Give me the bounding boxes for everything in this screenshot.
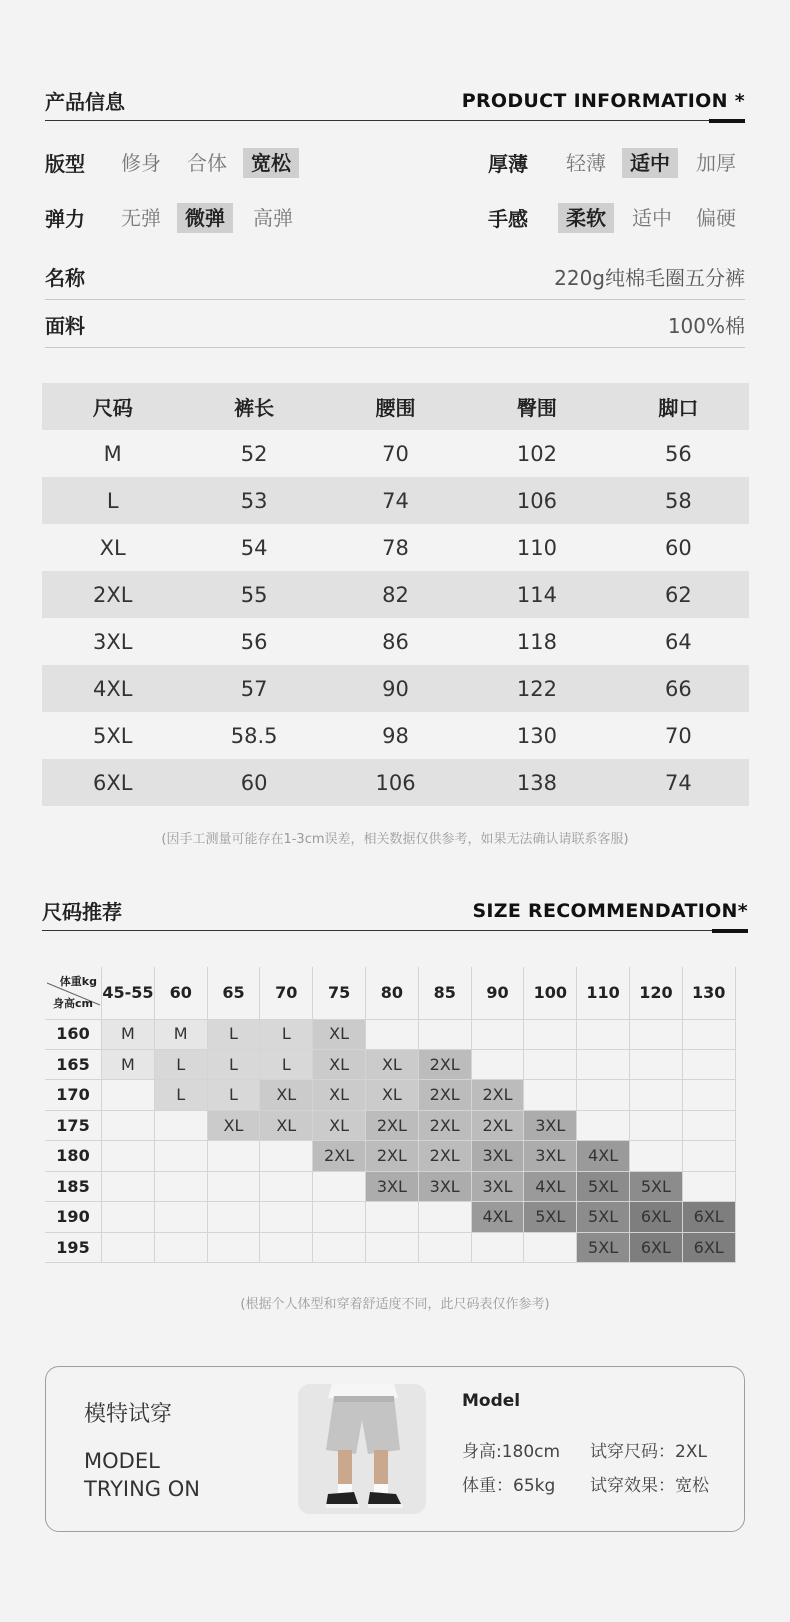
- size-table-row: [42, 524, 749, 571]
- weight-header: 130: [683, 967, 736, 1019]
- size-rec-cell: 6XL: [630, 1233, 683, 1264]
- name-value: 220g纯棉毛圈五分裤: [554, 266, 745, 290]
- fit-option-regular: 合体: [187, 151, 227, 175]
- size-table-header-cell: 脚口: [658, 396, 699, 420]
- fit-label: 版型: [45, 152, 85, 176]
- size-table-cell: 52: [240, 441, 268, 466]
- size-rec-cell: [683, 1172, 736, 1203]
- size-table-cell: 70: [382, 441, 409, 466]
- size-rec-cell: XL: [260, 1080, 313, 1111]
- size-rec-title-en: SIZE RECOMMENDATION*: [472, 900, 748, 922]
- size-rec-cell: [524, 1080, 577, 1111]
- size-rec-cell: [419, 1202, 472, 1233]
- size-rec-cell: [419, 1019, 472, 1050]
- size-table-header-cell: 尺码: [92, 396, 133, 420]
- weight-header: 80: [366, 967, 419, 1019]
- size-table-cell: 90: [382, 676, 409, 701]
- size-table-cell: 138: [516, 770, 557, 795]
- size-rec-cell: 3XL: [366, 1172, 419, 1203]
- size-rec-title-cn: 尺码推荐: [42, 900, 122, 924]
- size-rec-cell: 3XL: [472, 1172, 525, 1203]
- size-rec-cell: [630, 1019, 683, 1050]
- size-table-cell: 5XL: [92, 723, 133, 748]
- accent-bar: [709, 119, 745, 123]
- weight-header: 110: [577, 967, 630, 1019]
- fabric-value: 100%棉: [667, 314, 745, 338]
- size-table: [42, 383, 749, 806]
- size-rec-cell: [102, 1111, 155, 1142]
- size-rec-cell: [472, 1019, 525, 1050]
- size-rec-cell: XL: [313, 1019, 366, 1050]
- model-size: 试穿尺码：2XL: [590, 1442, 707, 1462]
- size-rec-cell: [577, 1111, 630, 1142]
- size-rec-cell: L: [260, 1019, 313, 1050]
- size-rec-cell: 6XL: [683, 1202, 736, 1233]
- size-rec-cell: [155, 1111, 208, 1142]
- size-table-cell: 102: [516, 441, 557, 466]
- height-label: 160: [45, 1019, 102, 1050]
- size-rec-cell: [208, 1202, 261, 1233]
- height-label: 175: [45, 1111, 102, 1142]
- height-label: 195: [45, 1233, 102, 1264]
- size-rec-cell: 4XL: [577, 1141, 630, 1172]
- size-table-cell: 64: [664, 629, 692, 654]
- size-rec-cell: XL: [366, 1050, 419, 1081]
- size-rec-cell: [419, 1233, 472, 1264]
- height-label: 190: [45, 1202, 102, 1233]
- size-rec-cell: [366, 1202, 419, 1233]
- height-label: 170: [45, 1080, 102, 1111]
- product-info-title-cn: 产品信息: [45, 90, 125, 114]
- size-rec-cell: [313, 1172, 366, 1203]
- weight-header: 120: [630, 967, 683, 1019]
- size-rec-cell: [155, 1202, 208, 1233]
- thickness-option-thin: 轻薄: [566, 151, 606, 175]
- size-rec-cell: 3XL: [524, 1111, 577, 1142]
- size-rec-cell: [260, 1141, 313, 1172]
- size-table-cell: 110: [516, 535, 557, 560]
- size-rec-cell: XL: [208, 1111, 261, 1142]
- name-label: 名称: [45, 266, 85, 290]
- model-heading: Model: [462, 1391, 521, 1411]
- size-rec-cell: [155, 1141, 208, 1172]
- size-table-cell: 78: [382, 535, 409, 560]
- size-rec-cell: L: [208, 1019, 261, 1050]
- model-photo: [298, 1384, 426, 1514]
- size-table-cell: 74: [664, 770, 692, 795]
- size-table-note: (因手工测量可能存在1-3cm误差，相关数据仅供参考，如果无法确认请联系客服): [161, 832, 629, 847]
- size-table-cell: 2XL: [92, 582, 133, 607]
- size-rec-cell: L: [208, 1050, 261, 1081]
- size-table-cell: 66: [664, 676, 692, 701]
- weight-header: 45-55: [102, 967, 155, 1019]
- size-table-cell: 106: [375, 770, 416, 795]
- size-table-cell: 118: [516, 629, 557, 654]
- grid-top-border: [45, 1019, 736, 1020]
- size-table-cell: 56: [240, 629, 268, 654]
- size-rec-cell: [208, 1172, 261, 1203]
- size-rec-cell: 2XL: [366, 1111, 419, 1142]
- corner-weight-label: 体重kg: [59, 975, 97, 988]
- size-rec-cell: 6XL: [630, 1202, 683, 1233]
- size-table-cell: 60: [240, 770, 268, 795]
- size-table-cell: 4XL: [92, 676, 133, 701]
- weight-header: 60: [155, 967, 208, 1019]
- model-card: [45, 1366, 745, 1532]
- size-table-row: [42, 759, 749, 806]
- size-table-cell: 55: [240, 582, 268, 607]
- size-rec-cell: [102, 1202, 155, 1233]
- size-rec-note: (根据个人体型和穿着舒适度不同，此尺码表仅作参考): [240, 1297, 550, 1312]
- size-rec-cell: [102, 1172, 155, 1203]
- size-rec-cell: [366, 1019, 419, 1050]
- fabric-label: 面料: [45, 314, 85, 338]
- size-rec-cell: [366, 1233, 419, 1264]
- size-rec-cell: [155, 1233, 208, 1264]
- model-weight: 体重：65kg: [462, 1476, 556, 1496]
- size-rec-cell: 3XL: [419, 1172, 472, 1203]
- size-rec-cell: [102, 1080, 155, 1111]
- fabric-row: [45, 302, 745, 348]
- size-rec-cell: [577, 1050, 630, 1081]
- model-effect: 试穿效果：宽松: [590, 1476, 709, 1496]
- size-table-cell: 62: [664, 582, 692, 607]
- hand-feel-option-medium: 适中: [632, 206, 672, 230]
- model-title-cn: 模特试穿: [84, 1402, 173, 1427]
- product-info-title-en: PRODUCT INFORMATION *: [461, 90, 745, 112]
- size-rec-cell: [208, 1141, 261, 1172]
- size-rec-cell: [683, 1111, 736, 1142]
- size-rec-cell: M: [102, 1019, 155, 1050]
- size-table-cell: 58: [664, 488, 692, 513]
- product-info-header: [45, 86, 745, 126]
- size-table-cell: XL: [99, 535, 126, 560]
- size-rec-cell: 2XL: [419, 1141, 472, 1172]
- size-rec-cell: 5XL: [630, 1172, 683, 1203]
- size-rec-cell: L: [208, 1080, 261, 1111]
- size-rec-cell: 2XL: [419, 1050, 472, 1081]
- size-rec-cell: 2XL: [472, 1111, 525, 1142]
- size-rec-cell: [577, 1080, 630, 1111]
- size-rec-header: [42, 896, 748, 936]
- size-rec-cell: 4XL: [524, 1172, 577, 1203]
- size-rec-cell: XL: [313, 1080, 366, 1111]
- size-table-cell: 60: [664, 535, 692, 560]
- size-rec-cell: XL: [313, 1050, 366, 1081]
- size-rec-cell: XL: [260, 1111, 313, 1142]
- size-table-cell: 106: [516, 488, 557, 513]
- model-title-en: MODEL TRYING ON: [84, 1449, 200, 1501]
- size-rec-cell: [630, 1080, 683, 1111]
- height-label: 180: [45, 1141, 102, 1172]
- weight-header: 85: [419, 967, 472, 1019]
- size-table-cell: 86: [382, 629, 409, 654]
- size-table-cell: 6XL: [92, 770, 133, 795]
- size-rec-cell: [313, 1202, 366, 1233]
- size-rec-cell: [524, 1233, 577, 1264]
- size-rec-cell: [260, 1172, 313, 1203]
- size-rec-cell: 2XL: [366, 1141, 419, 1172]
- size-table-header-cell: 腰围: [375, 396, 416, 420]
- size-table-cell: 58.5: [230, 723, 278, 748]
- size-rec-cell: [630, 1111, 683, 1142]
- size-rec-cell: [630, 1141, 683, 1172]
- size-table-cell: 98: [382, 723, 409, 748]
- size-table-cell: L: [106, 488, 119, 513]
- weight-header: 100: [524, 967, 577, 1019]
- size-rec-cell: 2XL: [419, 1080, 472, 1111]
- weight-header: 65: [208, 967, 261, 1019]
- size-table-header-cell: 臀围: [516, 396, 557, 420]
- size-rec-cell: [102, 1233, 155, 1264]
- weight-header: 75: [313, 967, 366, 1019]
- divider: [45, 120, 745, 121]
- name-row: [45, 254, 745, 300]
- size-rec-cell: M: [102, 1050, 155, 1081]
- weight-header: 70: [260, 967, 313, 1019]
- size-rec-cell: L: [155, 1080, 208, 1111]
- size-rec-cell: 5XL: [577, 1202, 630, 1233]
- size-table-row: [42, 665, 749, 712]
- divider: [42, 930, 748, 931]
- size-rec-cell: XL: [313, 1111, 366, 1142]
- fit-option-slim: 修身: [121, 151, 161, 175]
- size-rec-cell: [683, 1050, 736, 1081]
- size-rec-cell: [577, 1019, 630, 1050]
- elasticity-option-slight: 微弹: [177, 203, 233, 233]
- height-label: 165: [45, 1050, 102, 1081]
- elasticity-option-high: 高弹: [253, 206, 293, 230]
- size-table-cell: 122: [516, 676, 557, 701]
- size-rec-cell: 3XL: [472, 1141, 525, 1172]
- size-table-cell: 57: [240, 676, 268, 701]
- size-rec-cell: [472, 1050, 525, 1081]
- size-rec-cell: 6XL: [683, 1233, 736, 1264]
- size-rec-cell: [683, 1141, 736, 1172]
- size-rec-cell: 4XL: [472, 1202, 525, 1233]
- size-rec-cell: [155, 1172, 208, 1203]
- size-rec-cell: 2XL: [313, 1141, 366, 1172]
- size-table-cell: 53: [240, 488, 268, 513]
- size-rec-cell: [313, 1233, 366, 1264]
- hand-feel-option-soft: 柔软: [558, 203, 614, 233]
- corner-height-label: 身高cm: [53, 997, 93, 1010]
- size-table-cell: 114: [516, 582, 557, 607]
- size-rec-cell: [630, 1050, 683, 1081]
- size-table-cell: 130: [516, 723, 557, 748]
- size-table-row: [42, 712, 749, 759]
- size-rec-cell: [683, 1019, 736, 1050]
- size-rec-cell: [260, 1202, 313, 1233]
- size-table-cell: 3XL: [92, 629, 133, 654]
- fit-option-loose: 宽松: [243, 148, 299, 178]
- size-rec-cell: [524, 1019, 577, 1050]
- size-rec-cell: 2XL: [419, 1111, 472, 1142]
- size-table-row: [42, 430, 749, 477]
- size-rec-cell: L: [260, 1050, 313, 1081]
- thickness-label: 厚薄: [488, 152, 528, 176]
- size-rec-cell: 5XL: [577, 1233, 630, 1264]
- size-rec-cell: 5XL: [524, 1202, 577, 1233]
- hand-feel-option-stiff: 偏硬: [696, 206, 736, 230]
- size-rec-cell: [260, 1233, 313, 1264]
- size-table-row: [42, 618, 749, 665]
- size-rec-cell: XL: [366, 1080, 419, 1111]
- size-table-cell: 54: [240, 535, 268, 560]
- size-rec-cell: 2XL: [472, 1080, 525, 1111]
- size-rec-cell: L: [155, 1050, 208, 1081]
- size-rec-cell: [524, 1050, 577, 1081]
- size-table-cell: 82: [382, 582, 409, 607]
- weight-header: 90: [472, 967, 525, 1019]
- size-rec-cell: [472, 1233, 525, 1264]
- elasticity-label: 弹力: [45, 207, 85, 231]
- size-rec-cell: [102, 1141, 155, 1172]
- size-table-cell: 56: [664, 441, 692, 466]
- elasticity-option-none: 无弹: [121, 206, 161, 230]
- size-table-row: [42, 571, 749, 618]
- size-table-cell: M: [103, 441, 122, 466]
- size-table-header: [42, 383, 749, 430]
- size-table-row: [42, 477, 749, 524]
- size-table-cell: 70: [664, 723, 692, 748]
- size-rec-cell: 3XL: [524, 1141, 577, 1172]
- grid-corner: [45, 967, 102, 1019]
- accent-bar: [712, 929, 748, 933]
- thickness-option-medium: 适中: [622, 148, 678, 178]
- hand-feel-label: 手感: [488, 207, 528, 231]
- height-label: 185: [45, 1172, 102, 1203]
- size-rec-cell: [208, 1233, 261, 1264]
- size-rec-cell: M: [155, 1019, 208, 1050]
- size-rec-cell: [683, 1080, 736, 1111]
- size-table-cell: 74: [382, 488, 409, 513]
- size-rec-cell: 5XL: [577, 1172, 630, 1203]
- size-table-header-cell: 裤长: [234, 396, 275, 420]
- model-height: 身高:180cm: [462, 1442, 561, 1462]
- thickness-option-thick: 加厚: [696, 151, 736, 175]
